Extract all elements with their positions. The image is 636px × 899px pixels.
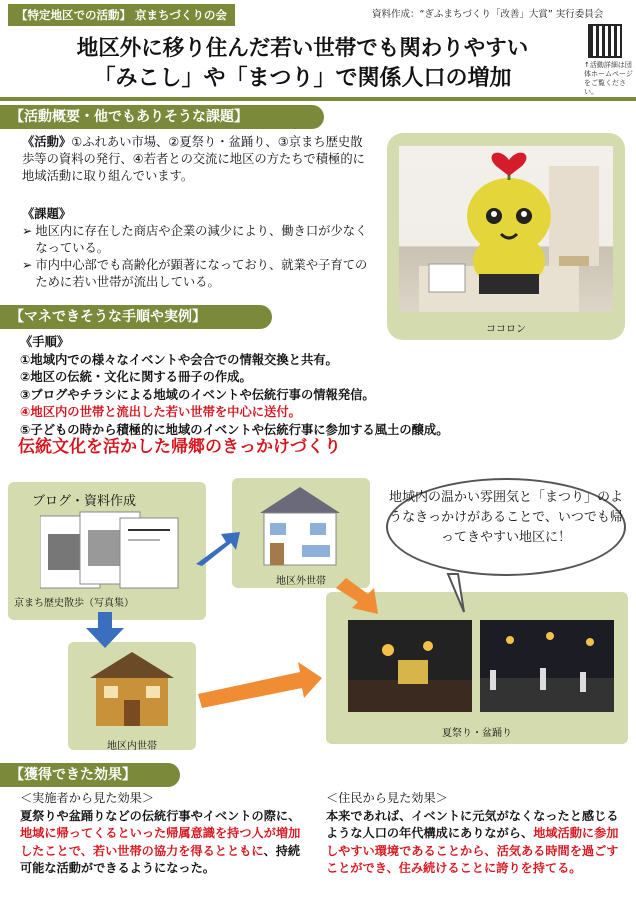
bubble-tail	[448, 574, 464, 612]
results-heading: 【獲得できた効果】	[0, 763, 180, 787]
issues-block	[22, 206, 374, 291]
step-item: ②地区の伝統・文化に関する冊子の作成。	[20, 370, 252, 384]
blog-label: ブログ・資料作成	[32, 494, 137, 509]
diagram-arrows	[0, 470, 636, 760]
step-item: ③ブログやチラシによる地域のイベントや伝統行事の情報発信。	[20, 387, 375, 402]
photo-caption: ココロン	[486, 324, 526, 335]
arrow-inside-to-festival	[198, 662, 322, 708]
issues-label: 《課題》	[22, 207, 72, 221]
inside-caption: 地区内世帯	[107, 741, 157, 752]
results-right-text: 本来であれば、イベントに元気がなくなったと感じるような人口の年代構成にありながら、地域活動に参加しやすい環境であることから、活気ある時間を過ごすことができ、住み続けることに誇りを持てる。	[326, 808, 619, 875]
page-title	[40, 34, 565, 94]
festival-caption: 夏祭り・盆踊り	[442, 728, 512, 739]
arrow-blog-to-outside	[196, 532, 240, 566]
results-left-label: ＜実施者から見た効果＞	[20, 791, 155, 805]
booklet-caption: 京まち歴史散歩（写真集）	[14, 598, 134, 609]
arrow-outside-to-festival	[336, 578, 378, 614]
activity-text: ①ふれあい市場、②夏祭り・盆踊り、③京まち歴史散歩等の資料の発行、④若者との交流に地区の方たちで積極的に地域活動に取り組んでいます。	[22, 135, 365, 183]
step-item: ⑤子どもの時から積極的に地域のイベントや伝統行事に参加する風土の醸成。	[20, 422, 449, 437]
issue-item: ➢ 市内中心部でも高齢化が顕著になっており、就業や子育てのために若い世帯が流出している。	[22, 258, 368, 289]
qr-note: ↑活動詳細は団体ホームページをご覧ください。	[584, 61, 633, 96]
title-line-1: 地区外に移り住んだ若い世帯でも関わりやすい	[76, 36, 529, 61]
activity-block	[22, 134, 374, 185]
speech-bubble: 地域内の温かい雰囲気と「まつり」のようなきっかけがあることで、いつでも帰ってきやすい地区に！	[386, 478, 626, 576]
howto-heading: 【マネできそうな手順や実例】	[0, 305, 272, 329]
title-line-2: 「みこし」や「まつり」で関係人口の増加	[93, 66, 512, 91]
step-item: ①地域内での様々なイベントや会合での情報交換と共有。	[20, 352, 338, 367]
credit-line: 資料作成：“ぎふまちづくり「改善」大賞” 実行委員会	[372, 9, 604, 20]
mascot-photo	[399, 146, 613, 312]
results-right-label: ＜住民から見た効果＞	[326, 791, 448, 805]
outside-caption: 地区外世帯	[276, 576, 326, 587]
results-right	[326, 790, 620, 878]
overview-heading: 【活動概要・他でもありそうな課題】	[0, 105, 324, 129]
category-tag: 【特定地区での活動】 京まちづくりの会	[8, 4, 235, 26]
activity-label: 《活動》	[22, 135, 72, 149]
steps-label: 《手順》	[20, 335, 70, 349]
qr-code-icon[interactable]	[588, 24, 622, 58]
step-item-highlight: ④地区内の世帯と流出した若い世帯を中心に送付。	[20, 405, 301, 419]
results-left	[20, 790, 310, 878]
issue-item: ➢ 地区内に存在した商店や企業の減少により、働き口が少なくなっている。	[22, 224, 368, 255]
diagram-title: 伝統文化を活かした帰郷のきっかけづくり	[18, 437, 341, 457]
results-left-text: 夏祭りや盆踊りなどの伝統行事やイベントの際に、地域に帰ってくるといった帰属意識を持つ人が増加したことで、若い世帯の協力を得るとともに、持続可能な活動ができるようになった。	[20, 808, 301, 875]
steps-block	[20, 334, 520, 439]
arrow-blog-to-inside	[86, 612, 124, 648]
header-divider	[0, 97, 636, 101]
